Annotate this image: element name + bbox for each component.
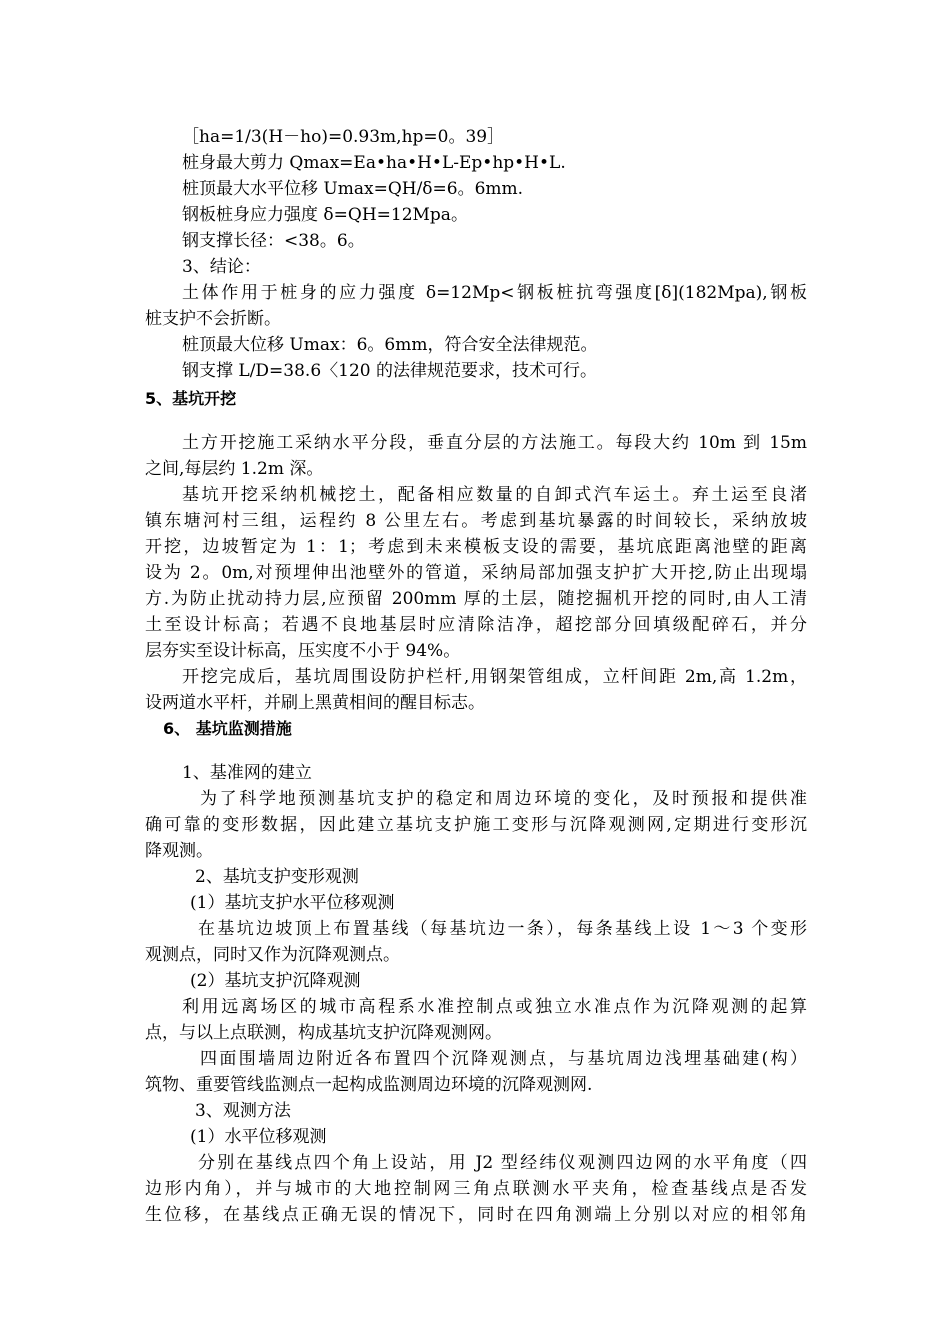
s5-paragraph-3b: 设两道水平杆，并刷上黑黄相间的醒目标志。 [145, 693, 485, 713]
s5-paragraph-2e: 方.为防止扰动持力层,应预留 200mm 厚的土层，随挖掘机开挖的同时,由人工清 [145, 589, 807, 609]
calc-line-4: 钢板桩身应力强度 δ=QH=12Mpa。 [182, 205, 468, 225]
s6-subheading-3: 3、观测方法 [195, 1101, 291, 1121]
s6-paragraph-5b: 边形内角），并与城市的大地控制网三角点联测水平夹角，检查基线点是否发 [145, 1179, 807, 1199]
conclusion-line-1b: 桩支护不会折断。 [145, 309, 281, 329]
s6-paragraph-5c: 生位移，在基线点正确无误的情况下，同时在四角测端上分别以对应的相邻角 [145, 1205, 807, 1225]
conclusion-line-3: 钢支撑 L/D=38.6〈120 的法律规范要求，技术可行。 [182, 361, 597, 381]
s6-paragraph-1b: 确可靠的变形数据，因此建立基坑支护施工变形与沉降观测网,定期进行变形沉 [145, 815, 807, 835]
calc-line-1: ［ha=1/3(H－ho)=0.93m,hp=0。39］ [182, 127, 505, 147]
s5-paragraph-2a: 基坑开挖采纳机械挖土，配备相应数量的自卸式汽车运土。弃土运至良渚 [182, 485, 807, 505]
s6-paragraph-2a: 在基坑边坡顶上布置基线（每基坑边一条），每条基线上设 1～3 个变形 [198, 919, 807, 939]
s6-paragraph-1c: 降观测。 [145, 841, 213, 861]
s5-paragraph-2b: 镇东塘河村三组，运程约 8 公里左右。考虑到基坑暴露的时间较长，采纳放坡 [145, 511, 807, 531]
conclusion-line-1a: 土体作用于桩身的应力强度 δ=12Mp<钢板桩抗弯强度[δ](182Mpa),钢板 [182, 283, 807, 303]
s6-subheading-2-2: (2）基坑支护沉降观测 [190, 971, 361, 991]
s6-paragraph-3b: 点，与以上点联测，构成基坑支护沉降观测网。 [145, 1023, 502, 1043]
s6-paragraph-3a: 利用远离场区的城市高程系水准控制点或独立水准点作为沉降观测的起算 [182, 997, 807, 1017]
s6-paragraph-1a: 为了科学地预测基坑支护的稳定和周边环境的变化，及时预报和提供准 [200, 789, 807, 809]
s6-paragraph-4b: 筑物、重要管线监测点一起构成监测周边环境的沉降观测网. [145, 1075, 593, 1095]
s5-paragraph-2c: 开挖，边坡暂定为 1：1；考虑到未来模板支设的需要，基坑底距离池壁的距离 [145, 537, 807, 557]
s5-paragraph-1b: 之间,每层约 1.2m 深。 [145, 459, 324, 479]
section-5-heading: 5、基坑开挖 [145, 389, 237, 408]
s6-paragraph-4a: 四面围墙周边附近各布置四个沉降观测点，与基坑周边浅埋基础建(构） [200, 1049, 807, 1069]
s6-paragraph-5a: 分别在基线点四个角上设站，用 J2 型经纬仪观测四边网的水平角度（四 [198, 1153, 807, 1173]
s6-subheading-2-1: (1）基坑支护水平位移观测 [190, 893, 395, 913]
s5-paragraph-3a: 开挖完成后，基坑周围设防护栏杆,用钢架管组成，立杆间距 2m,高 1.2m， [182, 667, 807, 687]
section-6-heading: 6、 基坑监测措施 [163, 719, 292, 738]
s6-subheading-3-1: (1）水平位移观测 [190, 1127, 327, 1147]
calc-line-3: 桩顶最大水平位移 Umax=QH/δ=6。6mm. [182, 179, 524, 199]
s5-paragraph-2d: 设为 2。0m,对预埋伸出池壁外的管道，采纳局部加强支护扩大开挖,防止出现塌 [145, 563, 807, 583]
s5-paragraph-2g: 层夯实至设计标高，压实度不小于 94%。 [145, 641, 461, 661]
conclusion-title: 3、结论： [182, 257, 261, 277]
s5-paragraph-1a: 土方开挖施工采纳水平分段，垂直分层的方法施工。每段大约 10m 到 15m [182, 433, 807, 453]
calc-line-2: 桩身最大剪力 Qmax=Ea•ha•H•L-Ep•hp•H•L. [182, 153, 566, 173]
s5-paragraph-2f: 土至设计标高；若遇不良地基层时应清除洁净，超挖部分回填级配碎石，并分 [145, 615, 807, 635]
s6-paragraph-2b: 观测点，同时又作为沉降观测点。 [145, 945, 400, 965]
s6-subheading-2: 2、基坑支护变形观测 [195, 867, 359, 887]
s6-subheading-1: 1、基准网的建立 [182, 763, 312, 783]
conclusion-line-2: 桩顶最大位移 Umax：6。6mm，符合安全法律规范。 [182, 335, 598, 355]
calc-line-5: 钢支撑长径：<38。6。 [182, 231, 365, 251]
